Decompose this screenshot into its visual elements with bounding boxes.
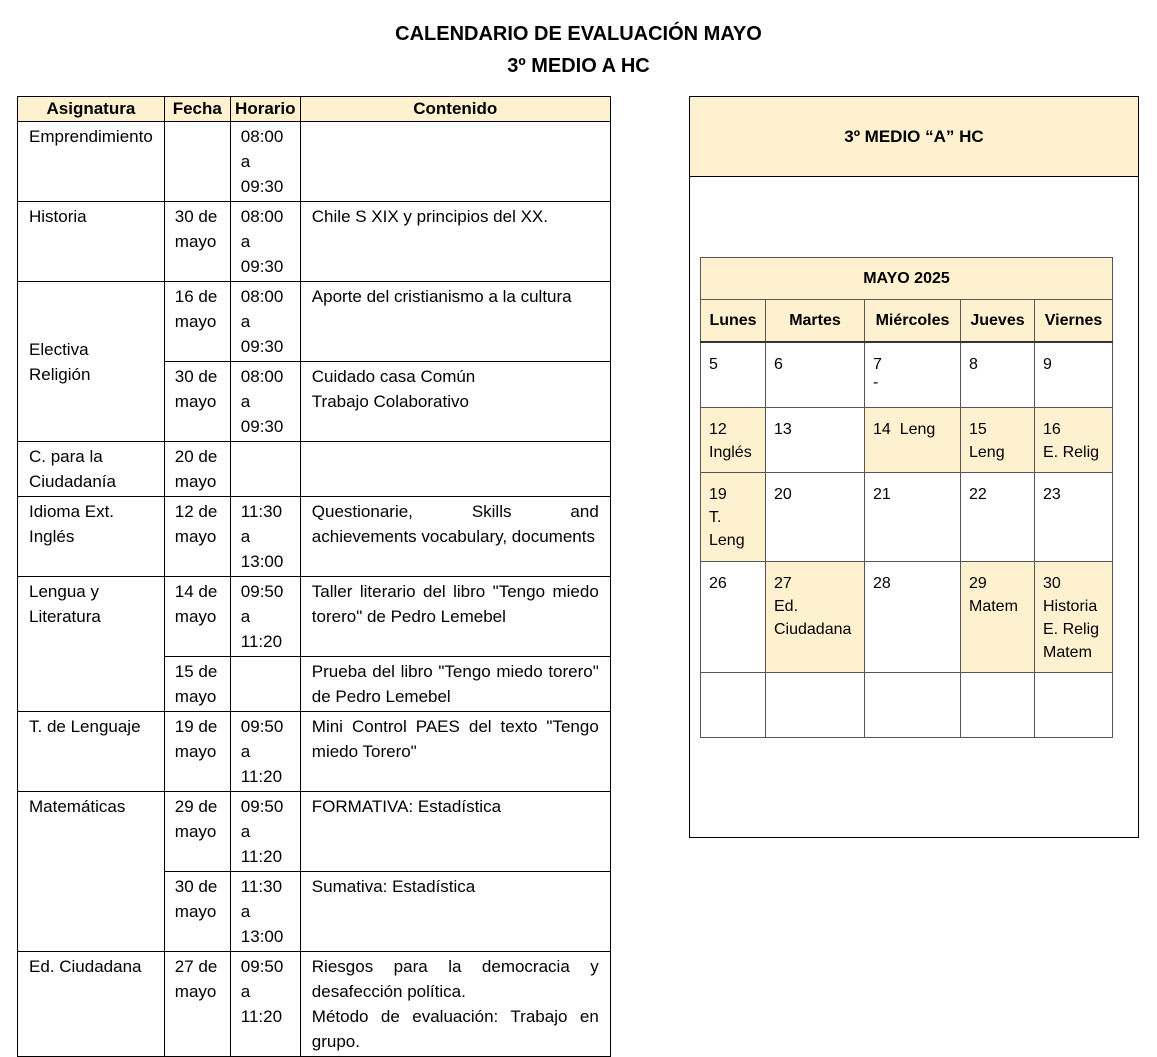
table-row xyxy=(18,282,611,362)
table-row xyxy=(18,952,611,1057)
schedule-header-row xyxy=(18,97,611,122)
calendar-day-cell xyxy=(701,562,766,673)
cell-horario: 09:50 a 11:20 xyxy=(230,792,300,872)
day-event: Inglés xyxy=(709,444,752,461)
content-line: Riesgos para la democracia y desafección política. xyxy=(311,957,599,1001)
cell-contenido xyxy=(300,952,610,1057)
page-subtitle: 3º MEDIO A HC xyxy=(507,55,650,77)
calendar-day-cell xyxy=(701,473,766,562)
cell-asignatura: C. para la Ciudadanía xyxy=(18,442,165,497)
calendar-month-title: MAYO 2025 xyxy=(701,258,1113,300)
day-number: 23 xyxy=(1043,486,1061,503)
header-asignatura: Asignatura xyxy=(18,97,165,122)
day-event: Matem xyxy=(1043,644,1092,661)
cell-asignatura: Lengua y Literatura xyxy=(18,577,165,712)
day-number: 16 xyxy=(1043,421,1061,438)
day-event: Ed. xyxy=(774,598,799,615)
day-event: T. xyxy=(709,509,722,526)
day-number: 29 xyxy=(969,575,987,592)
day-event: E. Relig xyxy=(1043,621,1100,638)
table-row xyxy=(18,442,611,497)
calendar-day-cell xyxy=(1035,562,1113,673)
calendar-day-cell xyxy=(865,342,961,408)
cell-fecha xyxy=(164,122,230,202)
cell-horario: 11:30 a 13:00 xyxy=(230,872,300,952)
table-row xyxy=(18,497,611,577)
day-event: Historia xyxy=(1043,598,1098,615)
cell-fecha: 30 de mayo xyxy=(164,362,230,442)
cell-horario: 09:50 a 11:20 xyxy=(230,577,300,657)
day-number: 5 xyxy=(709,356,718,373)
day-header: Martes xyxy=(766,300,865,343)
calendar-day-cell xyxy=(766,562,865,673)
cell-fecha: 15 de mayo xyxy=(164,657,230,712)
calendar-day-cell xyxy=(961,408,1035,473)
cell-horario xyxy=(230,442,300,497)
cell-contenido: Mini Control PAES del texto "Tengo miedo Torero" xyxy=(300,712,610,792)
day-event: Ciudadana xyxy=(774,621,852,638)
cell-horario: 08:00 a 09:30 xyxy=(230,122,300,202)
cell-fecha: 30 de mayo xyxy=(164,202,230,282)
cell-horario: 11:30 a 13:00 xyxy=(230,497,300,577)
calendar-day-cell xyxy=(1035,342,1113,408)
day-number: 27 xyxy=(774,575,792,592)
day-number: 12 xyxy=(709,421,727,438)
calendar-day-cell xyxy=(701,408,766,473)
course-label: 3º MEDIO “A” HC xyxy=(690,97,1138,177)
cell-contenido xyxy=(300,122,610,202)
cell-contenido: Aporte del cristianismo a la cultura xyxy=(300,282,610,362)
day-number: 19 xyxy=(709,486,727,503)
calendar-day-cell xyxy=(766,408,865,473)
calendar-day-cell xyxy=(961,562,1035,673)
page-title: CALENDARIO DE EVALUACIÓN MAYO xyxy=(395,23,762,45)
day-header: Miércoles xyxy=(865,300,961,343)
calendar-day-cell xyxy=(766,473,865,562)
day-header: Lunes xyxy=(701,300,766,343)
cell-fecha: 16 de mayo xyxy=(164,282,230,362)
day-header: Jueves xyxy=(961,300,1035,343)
day-number: 21 xyxy=(873,486,891,503)
day-number: 26 xyxy=(709,575,727,592)
calendar-day-cell xyxy=(701,673,766,738)
cell-fecha: 30 de mayo xyxy=(164,872,230,952)
cell-contenido: Taller literario del libro "Tengo miedo torero" de Pedro Lemebel xyxy=(300,577,610,657)
day-event: E. Relig xyxy=(1043,444,1100,461)
calendar-day-cell xyxy=(1035,673,1113,738)
cell-contenido xyxy=(300,442,610,497)
cell-fecha: 14 de mayo xyxy=(164,577,230,657)
calendar-day-cell xyxy=(865,473,961,562)
day-number: 20 xyxy=(774,486,792,503)
header-fecha: Fecha xyxy=(164,97,230,122)
day-number: 15 xyxy=(969,421,987,438)
day-number: 28 xyxy=(873,575,891,592)
cell-fecha: 27 de mayo xyxy=(164,952,230,1057)
table-row xyxy=(18,792,611,872)
day-event: Leng xyxy=(969,444,1005,461)
cell-asignatura: Matemáticas xyxy=(18,792,165,952)
cell-asignatura: Electiva Religión xyxy=(18,282,165,442)
cell-horario: 09:50 a 11:20 xyxy=(230,952,300,1057)
calendar-day-cell xyxy=(961,473,1035,562)
calendar-day-cell xyxy=(1035,473,1113,562)
day-number: 9 xyxy=(1043,356,1052,373)
cell-contenido xyxy=(300,362,610,442)
cell-fecha: 19 de mayo xyxy=(164,712,230,792)
content-line: Cuidado casa Común xyxy=(311,367,476,386)
table-row xyxy=(18,712,611,792)
cell-asignatura: Idioma Ext. Inglés xyxy=(18,497,165,577)
calendar-day-cell xyxy=(865,408,961,473)
calendar-day-cell xyxy=(766,342,865,408)
calendar-day-cell xyxy=(766,673,865,738)
day-event: Leng xyxy=(709,532,745,549)
month-calendar xyxy=(700,257,1113,738)
header-contenido: Contenido xyxy=(300,97,610,122)
cell-asignatura: Emprendimiento xyxy=(18,122,165,202)
cell-contenido: FORMATIVA: Estadística xyxy=(300,792,610,872)
cell-asignatura: T. de Lenguaje xyxy=(18,712,165,792)
content-line: Trabajo Colaborativo xyxy=(311,392,469,411)
calendar-day-cell xyxy=(701,342,766,408)
cell-fecha: 20 de mayo xyxy=(164,442,230,497)
calendar-day-cell xyxy=(865,673,961,738)
day-number: 14 Leng xyxy=(873,421,936,438)
header-horario: Horario xyxy=(230,97,300,122)
content-line: Método de evaluación: Trabajo en grupo. xyxy=(311,1007,599,1051)
cell-horario xyxy=(230,657,300,712)
cell-contenido: Chile S XIX y principios del XX. xyxy=(300,202,610,282)
calendar-day-cell xyxy=(961,673,1035,738)
schedule-table xyxy=(17,96,611,1057)
cell-contenido: Prueba del libro "Tengo miedo torero" de Pedro Lemebel xyxy=(300,657,610,712)
day-event: Matem xyxy=(969,598,1018,615)
cell-asignatura: Ed. Ciudadana xyxy=(18,952,165,1057)
calendar-day-cell xyxy=(865,562,961,673)
cell-horario: 09:50 a 11:20 xyxy=(230,712,300,792)
cell-horario: 08:00 a 09:30 xyxy=(230,282,300,362)
cell-fecha: 12 de mayo xyxy=(164,497,230,577)
day-number: 22 xyxy=(969,486,987,503)
day-number: 7 xyxy=(873,356,882,373)
calendar-day-cell xyxy=(1035,408,1113,473)
day-number: 13 xyxy=(774,421,792,438)
day-number: 30 xyxy=(1043,575,1061,592)
day-header: Viernes xyxy=(1035,300,1113,343)
day-event: - xyxy=(873,374,879,391)
cell-fecha: 29 de mayo xyxy=(164,792,230,872)
cell-horario: 08:00 a 09:30 xyxy=(230,202,300,282)
day-number: 8 xyxy=(969,356,978,373)
table-row xyxy=(18,577,611,657)
table-row xyxy=(18,202,611,282)
cell-contenido: Sumativa: Estadística xyxy=(300,872,610,952)
table-row xyxy=(18,122,611,202)
cell-horario: 08:00 a 09:30 xyxy=(230,362,300,442)
day-number: 6 xyxy=(774,356,783,373)
cell-contenido: Questionarie, Skills and achievements vocabulary, documents xyxy=(300,497,610,577)
cell-asignatura: Historia xyxy=(18,202,165,282)
calendar-day-cell xyxy=(961,342,1035,408)
